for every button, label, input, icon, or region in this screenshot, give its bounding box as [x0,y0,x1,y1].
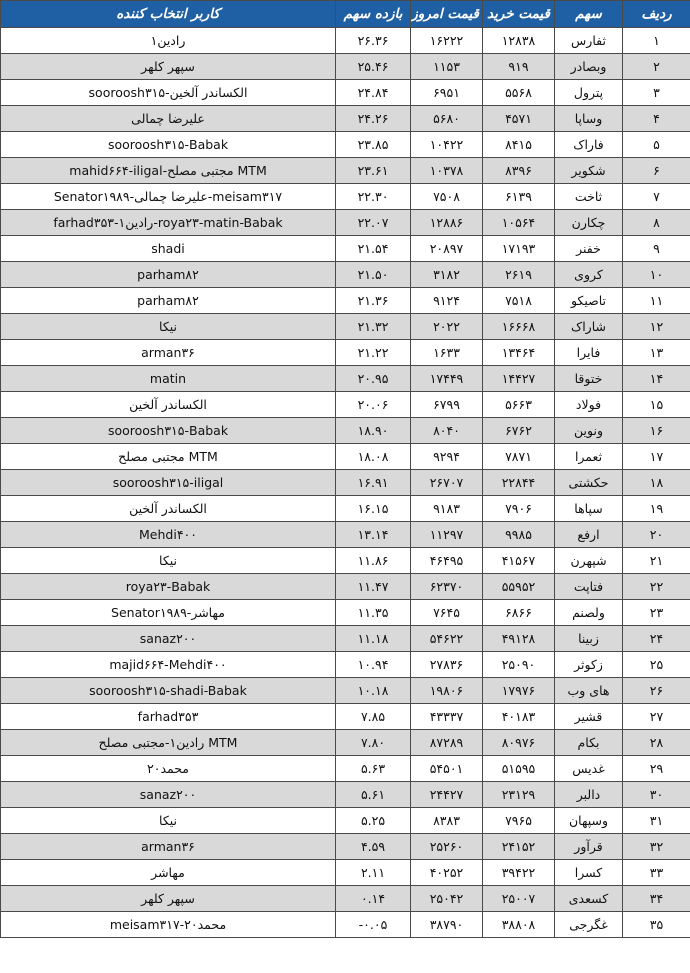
row-index-cell: ۱۲ [623,314,690,340]
row-users-cell: arman۳۶ [1,340,336,366]
row-return-cell: ۲۱.۵۰ [336,262,411,288]
row-return-cell: ۱۸.۹۰ [336,418,411,444]
header-users: کاربر انتخاب کننده [1,1,336,28]
row-users-cell: mahid۶۶۴-iligal-مجتبی مصلح MTM [1,158,336,184]
row-users-cell: sanaz۲۰۰ [1,626,336,652]
row-today-price-cell: ۲۵۲۶۰ [411,834,483,860]
row-buy-price-cell: ۵۱۵۹۵ [483,756,555,782]
row-symbol-cell: شپهرن [555,548,623,574]
row-return-cell: ۲۱.۲۲ [336,340,411,366]
row-symbol-cell: فولاد [555,392,623,418]
row-return-cell: ۱۸.۰۸ [336,444,411,470]
row-users-cell: farhad۳۵۳-رادین۱-roya۲۳-matin-Babak [1,210,336,236]
row-today-price-cell: ۱۷۴۴۹ [411,366,483,392]
row-buy-price-cell: ۲۵۰۹۰ [483,652,555,678]
row-symbol-cell: غدیس [555,756,623,782]
row-index-cell: ۳۳ [623,860,690,886]
row-today-price-cell: ۲۶۷۰۷ [411,470,483,496]
row-return-cell: ۱۰.۹۴ [336,652,411,678]
row-today-price-cell: ۱۹۸۰۶ [411,678,483,704]
row-return-cell: ۲۱.۳۶ [336,288,411,314]
row-index-cell: ۳۱ [623,808,690,834]
row-today-price-cell: ۴۰۲۵۲ [411,860,483,886]
row-symbol-cell: ختوقا [555,366,623,392]
row-return-cell: ۷.۸۵ [336,704,411,730]
row-buy-price-cell: ۸۴۱۵ [483,132,555,158]
table-row [1,54,690,80]
row-index-cell: ۲۳ [623,600,690,626]
row-index-cell: ۱۹ [623,496,690,522]
row-return-cell: ۲۰.۰۶ [336,392,411,418]
row-today-price-cell: ۲۵۰۴۲ [411,886,483,912]
row-buy-price-cell: ۶۱۳۹ [483,184,555,210]
row-buy-price-cell: ۴۵۷۱ [483,106,555,132]
row-index-cell: ۱۰ [623,262,690,288]
row-index-cell: ۲ [623,54,690,80]
row-index-cell: ۱ [623,28,690,54]
row-symbol-cell: کروی [555,262,623,288]
row-buy-price-cell: ۳۸۸۰۸ [483,912,555,938]
row-return-cell: ۲۳.۸۵ [336,132,411,158]
row-index-cell: ۳ [623,80,690,106]
row-symbol-cell: زکوثر [555,652,623,678]
table-row [1,184,690,210]
row-buy-price-cell: ۷۹۶۵ [483,808,555,834]
row-index-cell: ۴ [623,106,690,132]
row-return-cell: ۰.۱۴ [336,886,411,912]
table-row [1,132,690,158]
row-symbol-cell: ارفع [555,522,623,548]
row-today-price-cell: ۲۷۸۳۶ [411,652,483,678]
row-users-cell: نیکا [1,314,336,340]
row-index-cell: ۱۵ [623,392,690,418]
row-users-cell: sooroosh۳۱۵-iligal [1,470,336,496]
row-users-cell: parham۸۲ [1,288,336,314]
row-buy-price-cell: ۱۷۹۷۶ [483,678,555,704]
table-row [1,288,690,314]
table-row [1,444,690,470]
row-index-cell: ۲۱ [623,548,690,574]
row-return-cell: ۲۱.۵۴ [336,236,411,262]
row-buy-price-cell: ۷۹۰۶ [483,496,555,522]
row-today-price-cell: ۱۲۸۸۶ [411,210,483,236]
table-row [1,470,690,496]
row-buy-price-cell: ۱۳۴۶۴ [483,340,555,366]
row-return-cell: ۲۶.۳۶ [336,28,411,54]
row-return-cell: ۴.۵۹ [336,834,411,860]
row-index-cell: ۱۶ [623,418,690,444]
row-symbol-cell: غگرجی [555,912,623,938]
table-row [1,236,690,262]
table-row [1,678,690,704]
table-row [1,522,690,548]
row-today-price-cell: ۴۳۳۳۷ [411,704,483,730]
table-row [1,912,690,938]
table-row [1,392,690,418]
row-symbol-cell: ثعمرا [555,444,623,470]
row-index-cell: ۳۰ [623,782,690,808]
row-return-cell: ۲.۱۱ [336,860,411,886]
row-today-price-cell: ۹۱۲۴ [411,288,483,314]
row-index-cell: ۲۲ [623,574,690,600]
row-symbol-cell: های وب [555,678,623,704]
row-buy-price-cell: ۶۷۶۲ [483,418,555,444]
row-today-price-cell: ۱۰۴۲۲ [411,132,483,158]
row-symbol-cell: حکشتی [555,470,623,496]
table-row [1,158,690,184]
row-today-price-cell: ۸۰۴۰ [411,418,483,444]
row-today-price-cell: ۵۶۸۰ [411,106,483,132]
table-row [1,262,690,288]
row-symbol-cell: شاراک [555,314,623,340]
row-return-cell: ۱۱.۳۵ [336,600,411,626]
row-buy-price-cell: ۲۳۱۲۹ [483,782,555,808]
table-row [1,496,690,522]
row-symbol-cell: وساپا [555,106,623,132]
table-header-row [1,1,690,28]
row-symbol-cell: شکویر [555,158,623,184]
row-users-cell: sanaz۲۰۰ [1,782,336,808]
row-buy-price-cell: ۹۱۹ [483,54,555,80]
row-symbol-cell: سپاها [555,496,623,522]
row-users-cell: Senator۱۹۸۹-علیرضا چمالی-meisam۳۱۷ [1,184,336,210]
row-today-price-cell: ۶۲۳۷۰ [411,574,483,600]
table-row [1,28,690,54]
row-index-cell: ۲۶ [623,678,690,704]
table-row [1,340,690,366]
row-return-cell: ۲۱.۳۲ [336,314,411,340]
row-index-cell: ۲۹ [623,756,690,782]
row-return-cell: ۷.۸۰ [336,730,411,756]
table-row [1,886,690,912]
row-today-price-cell: ۵۴۶۲۲ [411,626,483,652]
row-return-cell: ۱۶.۹۱ [336,470,411,496]
row-buy-price-cell: ۲۲۸۴۴ [483,470,555,496]
row-symbol-cell: ولصنم [555,600,623,626]
row-return-cell: ۵.۶۱ [336,782,411,808]
row-users-cell: رادین۱ [1,28,336,54]
row-buy-price-cell: ۵۵۹۵۲ [483,574,555,600]
row-index-cell: ۲۷ [623,704,690,730]
row-symbol-cell: قرآور [555,834,623,860]
table-row [1,860,690,886]
row-users-cell: meisam۳۱۷-محمد۲۰ [1,912,336,938]
row-index-cell: ۳۴ [623,886,690,912]
row-today-price-cell: ۴۶۴۹۵ [411,548,483,574]
row-buy-price-cell: ۷۸۷۱ [483,444,555,470]
row-symbol-cell: وبصادر [555,54,623,80]
row-index-cell: ۵ [623,132,690,158]
row-users-cell: Senator۱۹۸۹-مهاشر [1,600,336,626]
row-today-price-cell: ۹۱۸۳ [411,496,483,522]
table-row [1,808,690,834]
row-users-cell: arman۳۶ [1,834,336,860]
row-symbol-cell: قشیر [555,704,623,730]
table-body [1,28,690,938]
row-return-cell: ۵.۶۳ [336,756,411,782]
row-today-price-cell: ۱۶۲۲۲ [411,28,483,54]
row-index-cell: ۲۸ [623,730,690,756]
row-symbol-cell: کسرا [555,860,623,886]
row-today-price-cell: ۳۸۷۹۰ [411,912,483,938]
row-users-cell: علیرضا چمالی [1,106,336,132]
row-buy-price-cell: ۲۶۱۹ [483,262,555,288]
row-today-price-cell: ۶۷۹۹ [411,392,483,418]
header-symbol: سهم [555,1,623,28]
row-users-cell: sooroosh۳۱۵-Babak [1,418,336,444]
row-users-cell: sooroosh۳۱۵-shadi-Babak [1,678,336,704]
row-users-cell: roya۲۳-Babak [1,574,336,600]
table-row [1,730,690,756]
row-symbol-cell: خفنر [555,236,623,262]
row-symbol-cell: ونوین [555,418,623,444]
row-today-price-cell: ۵۴۵۰۱ [411,756,483,782]
row-buy-price-cell: ۲۵۰۰۷ [483,886,555,912]
row-symbol-cell: وسپهان [555,808,623,834]
row-symbol-cell: کسعدی [555,886,623,912]
row-today-price-cell: ۹۲۹۴ [411,444,483,470]
row-users-cell: مهاشر [1,860,336,886]
row-today-price-cell: ۳۱۸۲ [411,262,483,288]
table-row [1,314,690,340]
row-users-cell: رادین۱-مجتبی مصلح MTM [1,730,336,756]
row-return-cell: ۲۳.۶۱ [336,158,411,184]
row-today-price-cell: ۲۰۲۲ [411,314,483,340]
table-row [1,106,690,132]
row-return-cell: ۲۴.۲۶ [336,106,411,132]
row-index-cell: ۲۴ [623,626,690,652]
table-row [1,704,690,730]
row-today-price-cell: ۸۷۲۸۹ [411,730,483,756]
row-symbol-cell: چکارن [555,210,623,236]
row-buy-price-cell: ۸۰۹۷۶ [483,730,555,756]
row-buy-price-cell: ۱۲۸۳۸ [483,28,555,54]
row-buy-price-cell: ۹۹۸۵ [483,522,555,548]
row-symbol-cell: دالبر [555,782,623,808]
row-index-cell: ۱۸ [623,470,690,496]
row-users-cell: الکساندر آلخین [1,392,336,418]
row-symbol-cell: فتاپت [555,574,623,600]
row-today-price-cell: ۷۶۴۵ [411,600,483,626]
row-today-price-cell: ۱۱۵۳ [411,54,483,80]
row-buy-price-cell: ۸۳۹۶ [483,158,555,184]
row-return-cell: ۱۶.۱۵ [336,496,411,522]
row-buy-price-cell: ۶۸۶۶ [483,600,555,626]
header-today-price: قیمت امروز [411,1,483,28]
row-index-cell: ۷ [623,184,690,210]
row-users-cell: محمد۲۰ [1,756,336,782]
row-today-price-cell: ۸۳۸۳ [411,808,483,834]
row-users-cell: matin [1,366,336,392]
row-return-cell: ۲۵.۴۶ [336,54,411,80]
row-users-cell: Mehdi۴۰۰ [1,522,336,548]
row-users-cell: majid۶۶۴-Mehdi۴۰۰ [1,652,336,678]
row-today-price-cell: ۶۹۵۱ [411,80,483,106]
row-return-cell: ۲۴.۸۴ [336,80,411,106]
row-index-cell: ۲۰ [623,522,690,548]
row-buy-price-cell: ۷۵۱۸ [483,288,555,314]
row-today-price-cell: ۲۰۸۹۷ [411,236,483,262]
row-symbol-cell: تاصیکو [555,288,623,314]
row-users-cell: sooroosh۳۱۵-Babak [1,132,336,158]
row-index-cell: ۱۴ [623,366,690,392]
row-symbol-cell: زبینا [555,626,623,652]
row-return-cell: ۱۰.۱۸ [336,678,411,704]
row-users-cell: سپهر کلهر [1,54,336,80]
row-today-price-cell: ۷۵۰۸ [411,184,483,210]
table-row [1,756,690,782]
row-buy-price-cell: ۱۶۶۶۸ [483,314,555,340]
row-buy-price-cell: ۵۵۶۸ [483,80,555,106]
row-symbol-cell: ثاخت [555,184,623,210]
header-return: بازده سهم [336,1,411,28]
row-buy-price-cell: ۱۴۴۲۷ [483,366,555,392]
row-buy-price-cell: ۴۹۱۲۸ [483,626,555,652]
row-buy-price-cell: ۳۹۴۲۲ [483,860,555,886]
row-users-cell: farhad۳۵۳ [1,704,336,730]
table-row [1,548,690,574]
row-return-cell: ۵.۲۵ [336,808,411,834]
row-buy-price-cell: ۴۱۵۶۷ [483,548,555,574]
table-row [1,80,690,106]
row-return-cell: ۲۲.۳۰ [336,184,411,210]
row-users-cell: الکساندر آلخین [1,496,336,522]
row-return-cell: ۲۲.۰۷ [336,210,411,236]
row-buy-price-cell: ۲۴۱۵۲ [483,834,555,860]
table-row [1,626,690,652]
row-index-cell: ۱۳ [623,340,690,366]
row-return-cell: ۱۱.۱۸ [336,626,411,652]
row-symbol-cell: فایرا [555,340,623,366]
table-row [1,652,690,678]
row-return-cell: ۱۱.۸۶ [336,548,411,574]
row-users-cell: مجتبی مصلح MTM [1,444,336,470]
table-row [1,366,690,392]
table-row [1,834,690,860]
table-row [1,782,690,808]
table-row [1,574,690,600]
table-row [1,600,690,626]
row-symbol-cell: فاراک [555,132,623,158]
row-symbol-cell: بکام [555,730,623,756]
row-users-cell: parham۸۲ [1,262,336,288]
header-index: ردیف [623,1,690,28]
row-return-cell: ۲۰.۹۵ [336,366,411,392]
row-today-price-cell: ۱۱۲۹۷ [411,522,483,548]
row-users-cell: sooroosh۳۱۵-الکساندر آلخین [1,80,336,106]
row-index-cell: ۹ [623,236,690,262]
row-index-cell: ۱۱ [623,288,690,314]
row-today-price-cell: ۱۰۳۷۸ [411,158,483,184]
table-row [1,418,690,444]
row-users-cell: shadi [1,236,336,262]
row-index-cell: ۳۲ [623,834,690,860]
row-index-cell: ۸ [623,210,690,236]
row-buy-price-cell: ۱۰۵۶۴ [483,210,555,236]
row-today-price-cell: ۱۶۳۳ [411,340,483,366]
row-buy-price-cell: ۱۷۱۹۳ [483,236,555,262]
row-return-cell: ۱۱.۴۷ [336,574,411,600]
row-index-cell: ۲۵ [623,652,690,678]
row-index-cell: ۳۵ [623,912,690,938]
row-users-cell: نیکا [1,548,336,574]
row-buy-price-cell: ۴۰۱۸۳ [483,704,555,730]
row-symbol-cell: پترول [555,80,623,106]
row-buy-price-cell: ۵۶۶۳ [483,392,555,418]
row-today-price-cell: ۲۴۴۲۷ [411,782,483,808]
header-buy-price: قیمت خرید [483,1,555,28]
row-index-cell: ۱۷ [623,444,690,470]
row-users-cell: سپهر کلهر [1,886,336,912]
table-row [1,210,690,236]
row-users-cell: نیکا [1,808,336,834]
row-return-cell: -۰.۰۵ [336,912,411,938]
row-index-cell: ۶ [623,158,690,184]
row-return-cell: ۱۳.۱۴ [336,522,411,548]
row-symbol-cell: ثفارس [555,28,623,54]
